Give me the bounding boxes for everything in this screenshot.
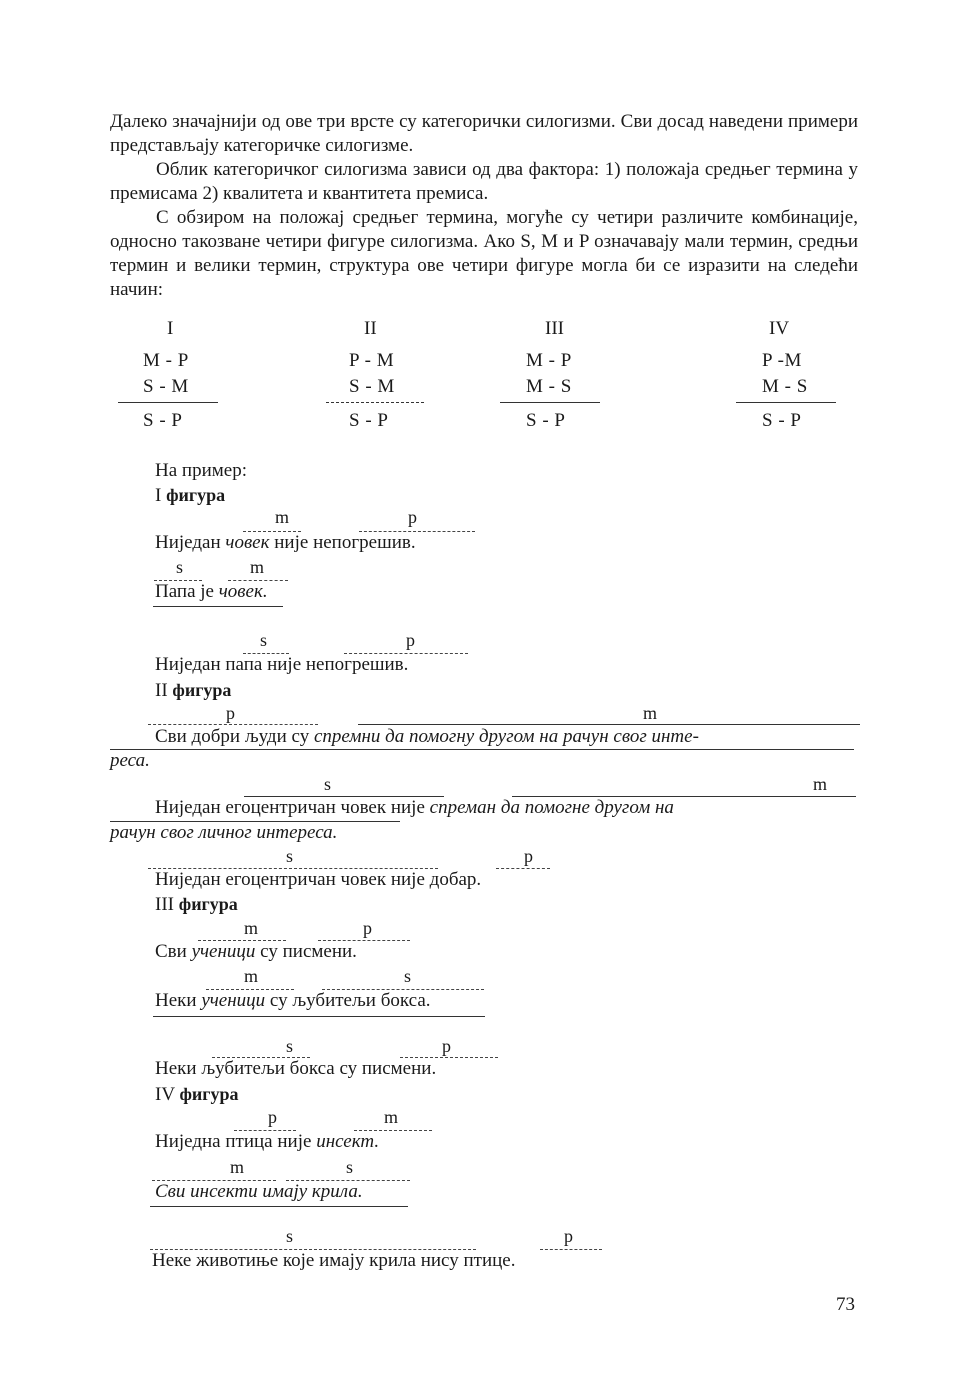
label-s: s [324, 774, 332, 794]
heading-word: фигура [172, 680, 232, 700]
figure-4-conclusion: S - P [762, 410, 802, 431]
figure-3-rule [500, 402, 600, 403]
label-p: p [524, 846, 533, 866]
label-m: m [250, 557, 265, 577]
premise-minor: Папа је човек. [155, 581, 268, 602]
heading-word: фигура [166, 485, 226, 505]
heading-numeral: I [155, 485, 162, 506]
figure-2-rule [326, 402, 424, 403]
conclusion: Неке животиње које имају крила нису птице. [152, 1250, 516, 1271]
figure-2-conclusion: S - P [349, 410, 389, 431]
label-s: s [286, 1036, 294, 1056]
page-number: 73 [836, 1294, 855, 1315]
label-m: m [384, 1107, 399, 1127]
figure-4-rule [736, 402, 836, 403]
label-m: m [275, 507, 290, 527]
premise-minor: Сви инсекти имају крила. [155, 1181, 363, 1202]
premise-major: Ниједан човек није непогрешив. [155, 532, 416, 553]
figure-3-conclusion: S - P [526, 410, 566, 431]
label-p: p [564, 1226, 573, 1246]
premise-major: Сви добри људи су спремни да помогну другом на рачун свог инте- [155, 726, 699, 747]
paragraph-3: С обзиром на положај средњег термина, могуће су четири различите комбинације, односно такозване четири фигуре силогизма. Ако S, M и P означавају мали термин, средњи термин и велики термин, структура ове четири фигуре могла би се изразити на следећи начин: [110, 207, 858, 300]
figure-2-heading [155, 679, 231, 702]
conclusion: Неки љубитељи бокса су писмени. [155, 1058, 437, 1079]
conclusion: Ниједан егоцентричан човек није добар. [155, 869, 482, 890]
label-m: m [643, 703, 658, 723]
label-m: m [244, 918, 259, 938]
premise-major-continued: реса. [110, 750, 150, 771]
label-m: m [230, 1157, 245, 1177]
premise-minor: Неки ученици су љубитељи бокса. [155, 990, 431, 1011]
conclusion-rule [150, 1206, 408, 1207]
premise-minor: Ниједан егоцентричан човек није спреман да помогне другом на [155, 797, 674, 818]
figure-3-numeral: III [545, 318, 564, 339]
term-overline [540, 1249, 602, 1250]
label-m: m [813, 774, 828, 794]
label-s: s [286, 846, 294, 866]
label-p: p [226, 703, 235, 723]
label-p: p [268, 1107, 277, 1127]
premise-major: Сви ученици су писмени. [155, 941, 357, 962]
figure-3-major: M - P [526, 350, 572, 371]
figure-2-minor: S - M [349, 376, 395, 397]
term-overline [496, 868, 550, 869]
label-p: p [408, 507, 417, 527]
figure-1-major: M - P [143, 350, 189, 371]
heading-numeral: II [155, 680, 168, 701]
label-p: p [442, 1036, 451, 1056]
examples-intro: На пример: [155, 460, 247, 481]
term-overline [110, 749, 854, 750]
figure-1-heading [155, 484, 225, 507]
figure-2-major: P - M [349, 350, 395, 371]
label-p: p [406, 630, 415, 650]
figure-1-numeral: I [167, 318, 174, 339]
label-s: s [404, 966, 412, 986]
label-s: s [346, 1157, 354, 1177]
paragraph-1: Далеко значајнији од ове три врсте су категорички силогизми. Сви досад наведени примери представљају категоричке силогизме. [110, 111, 858, 156]
label-p: p [363, 918, 372, 938]
conclusion-rule [153, 606, 283, 607]
heading-numeral: IV [155, 1084, 175, 1105]
label-s: s [286, 1226, 294, 1246]
label-m: m [244, 966, 259, 986]
figure-4-heading [155, 1083, 238, 1106]
heading-word: фигура [179, 1084, 239, 1104]
heading-numeral: III [155, 894, 174, 915]
term-overline [148, 724, 318, 725]
figure-1-conclusion: S - P [143, 410, 183, 431]
conclusion: Ниједан папа није непогрешив. [155, 654, 409, 675]
heading-word: фигура [178, 894, 238, 914]
conclusion-rule [153, 1016, 485, 1017]
figure-4-minor: M - S [762, 376, 808, 397]
label-s: s [260, 630, 268, 650]
figure-3-heading [155, 893, 238, 916]
figure-1-minor: S - M [143, 376, 189, 397]
figure-4-numeral: IV [769, 318, 790, 339]
figure-1-rule [118, 402, 218, 403]
label-s: s [176, 557, 184, 577]
premise-minor-continued: рачун свог личног интереса. [110, 822, 338, 843]
term-overline [358, 724, 860, 725]
paragraph-2: Облик категоричког силогизма зависи од два фактора: 1) положаја средњег термина у премисама 2) квалитета и квантитета премиса. [110, 159, 858, 204]
premise-major: Ниједна птица није инсект. [155, 1131, 380, 1152]
figure-3-minor: M - S [526, 376, 572, 397]
figure-2-numeral: II [364, 318, 377, 339]
figure-4-major: P -M [762, 350, 802, 371]
